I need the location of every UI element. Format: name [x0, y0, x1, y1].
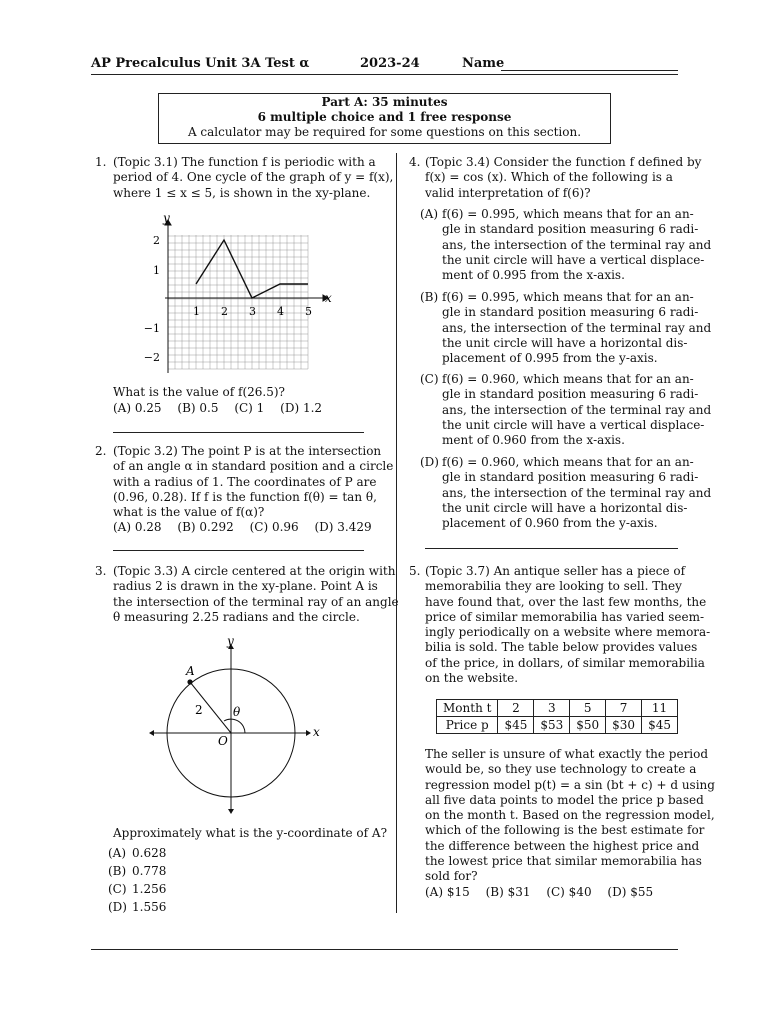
q1-choices: [113, 401, 334, 416]
q3-x-label: x: [313, 725, 320, 739]
q5-table-cell: 2: [498, 700, 534, 717]
q4-choice-c[interactable]: [420, 372, 712, 450]
q4-number: 4.: [409, 155, 421, 169]
q2-divider: [113, 550, 364, 551]
q2-line: with a radius of 1. The coordinates of P are: [113, 474, 377, 489]
q3-line: the intersection of the terminal ray of an angle: [113, 594, 399, 609]
q4-line: f(x) = cos (x). Which of the following is a: [425, 170, 673, 185]
q4-text: [425, 155, 702, 201]
q3-choice-value: 0.628: [132, 846, 167, 860]
q3-line: θ measuring 2.25 radians and the circle.: [113, 609, 360, 624]
q4-choice-text: [442, 372, 711, 448]
q1-choice-a[interactable]: (A) 0.25: [113, 401, 162, 415]
q5-line: The seller is unsure of what exactly the period: [425, 747, 709, 761]
q1-question: What is the value of f(26.5)?: [113, 385, 285, 399]
q5-table-cell: 7: [606, 700, 642, 717]
q1-choice-c[interactable]: (C) 1: [234, 401, 265, 415]
q5-line: the lowest price that similar memorabilia has: [425, 854, 702, 869]
q4-choice-line: ans, the intersection of the terminal ray and: [442, 320, 712, 335]
q5-line: all five data points to model the price p based: [425, 792, 704, 807]
q2-line: (0.96, 0.28). If f is the function f(θ) = tan θ,: [113, 489, 377, 504]
q5-line: memorabilia they are looking to sell. They: [425, 579, 682, 594]
name-label: Name: [462, 56, 505, 71]
q5-table-cell: 5: [570, 700, 606, 717]
q4-choice-label: (C): [420, 372, 439, 386]
q1-divider: [113, 432, 364, 433]
q3-choice-label: (A): [108, 846, 127, 860]
q3-radius-label: 2: [195, 703, 203, 717]
q3-choice-label: (B): [108, 864, 127, 878]
q4-choice-text: [442, 290, 711, 366]
q1-x-tick: 5: [305, 305, 312, 318]
q2-choice-b[interactable]: (B) 0.292: [177, 520, 234, 534]
q3-choice-value: 1.256: [132, 882, 167, 896]
q5-table-cell: $45: [642, 717, 678, 734]
q3-point-a: [187, 679, 192, 684]
q4-line: (Topic 3.4) Consider the function f defined by: [425, 155, 702, 169]
q2-line: (Topic 3.2) The point P is at the intersection: [113, 444, 382, 458]
q4-choice-line: f(6) = 0.960, which means that for an an-: [442, 455, 694, 469]
q4-choice-label: (B): [420, 290, 439, 304]
q3-choice-value: 0.778: [132, 864, 167, 878]
q5-table-cell: $53: [534, 717, 570, 734]
q4-choice-b[interactable]: [420, 290, 712, 368]
q3-y-label: y: [227, 634, 234, 648]
q5-line: have found that, over the last few months, the: [425, 594, 707, 609]
q1-line: period of 4. One cycle of the graph of y = f(x),: [113, 170, 394, 185]
q1-choice-d[interactable]: (D) 1.2: [280, 401, 323, 415]
q2-line: of an angle α in standard position and a circle: [113, 459, 394, 474]
q5-text-continued: [425, 747, 715, 885]
q3-number: 3.: [95, 564, 107, 578]
q1-y-tick: −2: [143, 351, 160, 364]
q3-origin-label: O: [218, 734, 228, 748]
q1-x-label: x: [325, 291, 332, 305]
part-a-subtitle: 6 multiple choice and 1 free response: [257, 110, 512, 124]
q3-choice-d[interactable]: [108, 900, 228, 915]
q5-text: [425, 564, 711, 686]
name-blank-line[interactable]: [501, 70, 678, 71]
q4-choice-line: placement of 0.960 from the y-axis.: [442, 516, 658, 531]
q4-choice-d[interactable]: [420, 455, 712, 533]
q5-choice-b[interactable]: (B) $31: [485, 885, 531, 899]
q5-price-table: [436, 699, 678, 734]
q5-table-row-month: [437, 700, 678, 717]
q5-line: sold for?: [425, 869, 478, 884]
q3-x-arrow-right: [306, 730, 311, 736]
header-rule: [91, 74, 678, 75]
q4-choice-label: (A): [420, 207, 439, 221]
q4-choice-line: the unit circle will have a horizontal dis-: [442, 500, 688, 515]
q4-choice-line: gle in standard position measuring 6 radi-: [442, 387, 699, 402]
q1-x-tick: 4: [277, 305, 284, 318]
q3-x-arrow-left: [149, 730, 154, 736]
q5-table-cell: 11: [642, 700, 678, 717]
q3-choice-label: (C): [108, 882, 127, 896]
q4-choice-label: (D): [420, 455, 439, 469]
q3-point-a-label: A: [186, 664, 195, 678]
q3-angle-arc: [224, 719, 245, 733]
q5-line: of the price, in dollars, of similar memorabilia: [425, 655, 705, 670]
q5-line: bilia is sold. The table below provides values: [425, 640, 698, 655]
q4-choice-line: the unit circle will have a vertical displace-: [442, 417, 705, 432]
q4-choice-line: ment of 0.960 from the x-axis.: [442, 433, 625, 448]
q1-number: 1.: [95, 155, 107, 169]
q5-table-header: Month t: [437, 700, 498, 717]
part-a-box: [158, 93, 611, 144]
q4-choice-line: gle in standard position measuring 6 radi-: [442, 470, 699, 485]
footer-rule: [91, 949, 678, 950]
q1-y-tick: −1: [143, 322, 160, 335]
column-divider: [396, 153, 397, 913]
q4-choice-line: ans, the intersection of the terminal ray and: [442, 402, 712, 417]
q1-choice-b[interactable]: (B) 0.5: [177, 401, 219, 415]
q2-text: [113, 444, 394, 520]
q5-line: ingly periodically on a website where memora-: [425, 625, 711, 640]
q4-choice-line: ans, the intersection of the terminal ray and: [442, 485, 712, 500]
q1-y-tick: 2: [153, 234, 160, 247]
q2-choice-d[interactable]: (D) 3.429: [314, 520, 372, 534]
q1-line: where 1 ≤ x ≤ 5, is shown in the xy-plane.: [113, 185, 371, 200]
q5-table-header: Price p: [437, 717, 498, 734]
q5-line: (Topic 3.7) An antique seller has a piece of: [425, 564, 686, 578]
q5-table-cell: $45: [498, 717, 534, 734]
q3-choice-value: 1.556: [132, 900, 167, 914]
q1-x-tick: 1: [193, 305, 200, 318]
q5-line: would be, so they use technology to create a: [425, 762, 697, 777]
q1-y-label: y: [163, 211, 170, 225]
test-title: AP Precalculus Unit 3A Test α: [91, 56, 310, 71]
q5-line: which of the following is the best estimate for: [425, 823, 705, 838]
q5-line: on the website.: [425, 671, 519, 686]
q1-line: (Topic 3.1) The function f is periodic with a: [113, 155, 376, 169]
q4-choice-text: [442, 207, 711, 283]
q3-y-arrow-down: [228, 809, 234, 814]
part-a-title: Part A: 35 minutes: [321, 95, 448, 109]
q3-circle-figure: [148, 632, 328, 817]
q3-line: (Topic 3.3) A circle centered at the origin with: [113, 564, 396, 578]
q4-choice-line: ans, the intersection of the terminal ray and: [442, 237, 712, 252]
q3-choice-c[interactable]: [108, 882, 228, 897]
q4-choice-line: f(6) = 0.995, which means that for an an-: [442, 290, 694, 304]
q4-choice-line: the unit circle will have a vertical displace-: [442, 252, 705, 267]
q4-divider: [425, 548, 678, 549]
q5-line: price of similar memorabilia has varied seem-: [425, 609, 705, 624]
q4-choice-line: placement of 0.995 from the y-axis.: [442, 351, 658, 366]
school-year: 2023-24: [360, 56, 420, 71]
q5-choice-c[interactable]: (C) $40: [546, 885, 592, 899]
q1-text: [113, 155, 394, 201]
q5-number: 5.: [409, 564, 421, 578]
q1-x-tick: 2: [221, 305, 228, 318]
q1-graph: [140, 205, 340, 380]
q5-table-row-price: [437, 717, 678, 734]
q4-line: valid interpretation of f(6)?: [425, 185, 591, 200]
q1-grid-lines: [168, 235, 308, 369]
q4-choice-line: the unit circle will have a horizontal dis-: [442, 335, 688, 350]
q2-line: what is the value of f(α)?: [113, 505, 265, 520]
q2-number: 2.: [95, 444, 107, 458]
q3-angle-label: θ: [233, 705, 241, 719]
q4-choice-line: gle in standard position measuring 6 radi-: [442, 305, 699, 320]
q1-y-tick: 1: [153, 264, 160, 277]
q4-choice-line: gle in standard position measuring 6 radi-: [442, 222, 699, 237]
q2-choice-c[interactable]: (C) 0.96: [249, 520, 299, 534]
q5-table-cell: $30: [606, 717, 642, 734]
calculator-note: A calculator may be required for some questions on this section.: [187, 125, 582, 139]
q5-choice-a[interactable]: (A) $15: [425, 885, 470, 899]
q3-choice-label: (D): [108, 900, 127, 914]
q3-text: [113, 564, 399, 625]
q5-choice-d[interactable]: (D) $55: [607, 885, 654, 899]
q4-choice-text: [442, 455, 711, 531]
q4-choice-line: ment of 0.995 from the x-axis.: [442, 268, 625, 283]
q4-choice-line: f(6) = 0.995, which means that for an an-: [442, 207, 694, 221]
q3-question: Approximately what is the y-coordinate of A?: [113, 826, 388, 840]
q1-y-tick-labels: [144, 234, 160, 364]
q5-line: the difference between the highest price and: [425, 838, 700, 853]
q1-x-tick: 3: [249, 305, 256, 318]
q3-choice-b[interactable]: [108, 864, 228, 879]
q5-table-cell: 3: [534, 700, 570, 717]
q5-choices: [425, 885, 665, 900]
q2-choices: [113, 520, 384, 535]
q2-choice-a[interactable]: (A) 0.28: [113, 520, 162, 534]
q5-line: regression model p(t) = a sin (bt + c) + d using: [425, 777, 715, 792]
q5-table-cell: $50: [570, 717, 606, 734]
q3-choice-a[interactable]: [108, 846, 228, 861]
q3-line: radius 2 is drawn in the xy-plane. Point A is: [113, 579, 378, 594]
q4-choice-a[interactable]: [420, 207, 712, 285]
q4-choice-line: f(6) = 0.960, which means that for an an-: [442, 372, 694, 386]
q5-line: on the month t. Based on the regression model,: [425, 808, 715, 823]
